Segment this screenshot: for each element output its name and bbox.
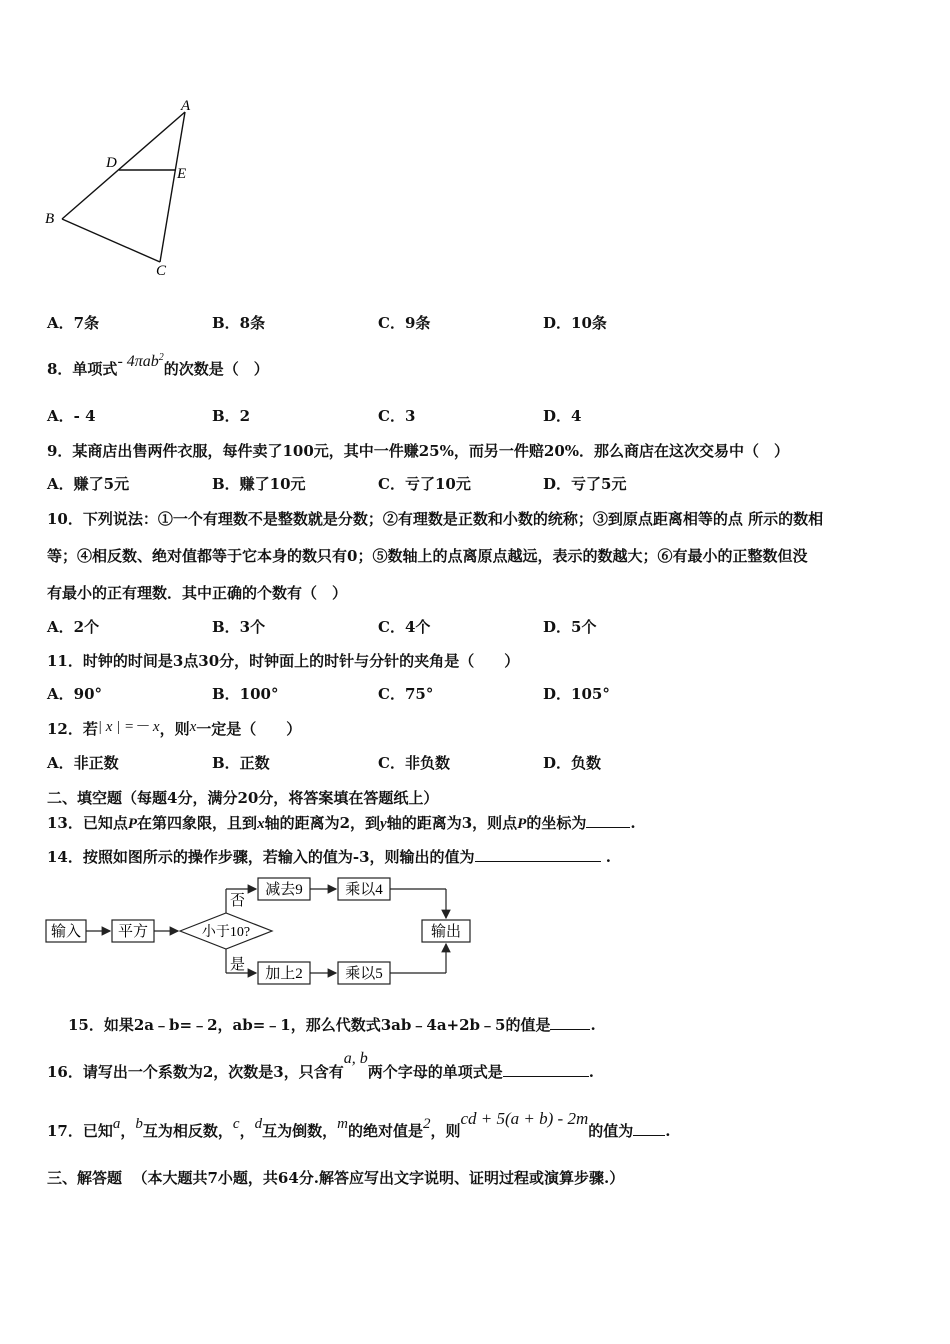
section-2-heading: 二、填空题（每题4分，满分20分，将答案填在答题纸上） [47,789,439,807]
q8-option-b: B．2 [212,407,251,425]
q15-answer-blank[interactable] [550,1015,590,1030]
q13-answer-blank[interactable] [586,813,630,828]
q9-option-d: D．亏了5元 [543,475,627,493]
q10-stem-line2: 等；④相反数、绝对值都等于它本身的数只有0；⑤数轴上的点离原点越远，表示的数越大；⑥有最小的正整数但没 [47,547,808,565]
flowchart [40,874,480,989]
q12-option-a: A．非正数 [47,754,119,772]
flow-yes-label: 是 [230,957,246,973]
flow-mul4-label: 乘以4 [345,882,383,898]
flow-mul5-label: 乘以5 [345,966,383,982]
q10-stem-line3: 有最小的正有理数．其中正确的个数有（ ） [47,584,348,602]
q12-stem: 12．若| x | =－ x，则x一定是（ ） [47,719,302,738]
q14-answer-blank[interactable] [475,847,601,862]
flow-add2-label: 加上2 [265,966,303,982]
label-e: E [177,166,187,182]
q16-answer-blank[interactable] [503,1062,589,1077]
label-b: B [45,211,55,227]
q11-option-a: A．90° [47,685,103,703]
q17-stem: 17．已知a，b互为相反数，c，d互为倒数，m的绝对值是2，则cd + 5(a + b) - 2m的值为 . [47,1109,671,1140]
q10-option-c: C．4个 [378,618,431,636]
q8-option-a: A．- 4 [47,407,96,425]
q9-stem: 9．某商店出售两件衣服，每件卖了100元，其中一件赚25%，而另一件赔20%．那么商店在这次交易中（ ） [47,442,790,460]
flow-no-label: 否 [230,893,246,909]
q9-option-b: B．赚了10元 [212,475,306,493]
label-c: C [156,263,167,279]
triangle-figure [40,95,200,280]
label-d: D [106,155,117,171]
section-3-heading: 三、解答题 （本大题共7小题，共64分.解答应写出文字说明、证明过程或演算步骤.） [47,1169,625,1187]
side-bc [62,219,160,262]
flow-square-label: 平方 [117,924,149,940]
q9-option-c: C．亏了10元 [378,475,471,493]
q13-stem: 13．已知点P在第四象限，且到x轴的距离为2，到y轴的距离为3，则点P的坐标为 . [47,814,636,832]
side-ac [160,112,185,262]
q11-option-b: B．100° [212,685,279,703]
flow-decision-label: 小于10? [201,925,251,940]
q10-option-d: D．5个 [543,618,597,636]
q10-option-b: B．3个 [212,618,266,636]
q7-option-d: D．10条 [543,314,607,332]
q10-option-a: A．2个 [47,618,100,636]
q11-option-c: C．75° [378,685,434,703]
flow-input-label: 输入 [50,924,82,940]
q12-option-d: D．负数 [543,754,602,772]
q11-option-d: D．105° [543,685,610,703]
q7-option-a: A．7条 [47,314,100,332]
q8-stem: 8．单项式- 4πab$^2$的次数是（ ） [47,352,269,378]
flow-output-label: 输出 [430,924,462,940]
q12-option-b: B．正数 [212,754,270,772]
q7-option-c: C．9条 [378,314,431,332]
q12-option-c: C．非负数 [378,754,450,772]
q16-stem: 16．请写出一个系数为2，次数是3，只含有a, b两个字母的单项式是 . [47,1050,594,1081]
q7-option-b: B．8条 [212,314,266,332]
q17-answer-blank[interactable] [633,1121,665,1136]
label-a: A [181,98,191,114]
q9-option-a: A．赚了5元 [47,475,130,493]
q8-option-c: C．3 [378,407,416,425]
side-ab [62,112,185,219]
flow-sub9-label: 减去9 [265,882,303,898]
q11-stem: 11．时钟的时间是3点30分，时钟面上的时针与分针的夹角是（ ） [47,652,520,670]
q8-option-d: D．4 [543,407,582,425]
q10-stem-line1: 10．下列说法：①一个有理数不是整数就是分数；②有理数是正数和小数的统称；③到原点距离相等的点 所示的数相 [47,510,824,528]
q14-stem: 14．按照如图所示的操作步骤，若输入的值为-3，则输出的值为 . [47,848,612,866]
q15-stem: 15．如果2a﹣b=﹣2，ab=﹣1，那么代数式3ab﹣4a+2b﹣5的值是 . [68,1016,596,1034]
